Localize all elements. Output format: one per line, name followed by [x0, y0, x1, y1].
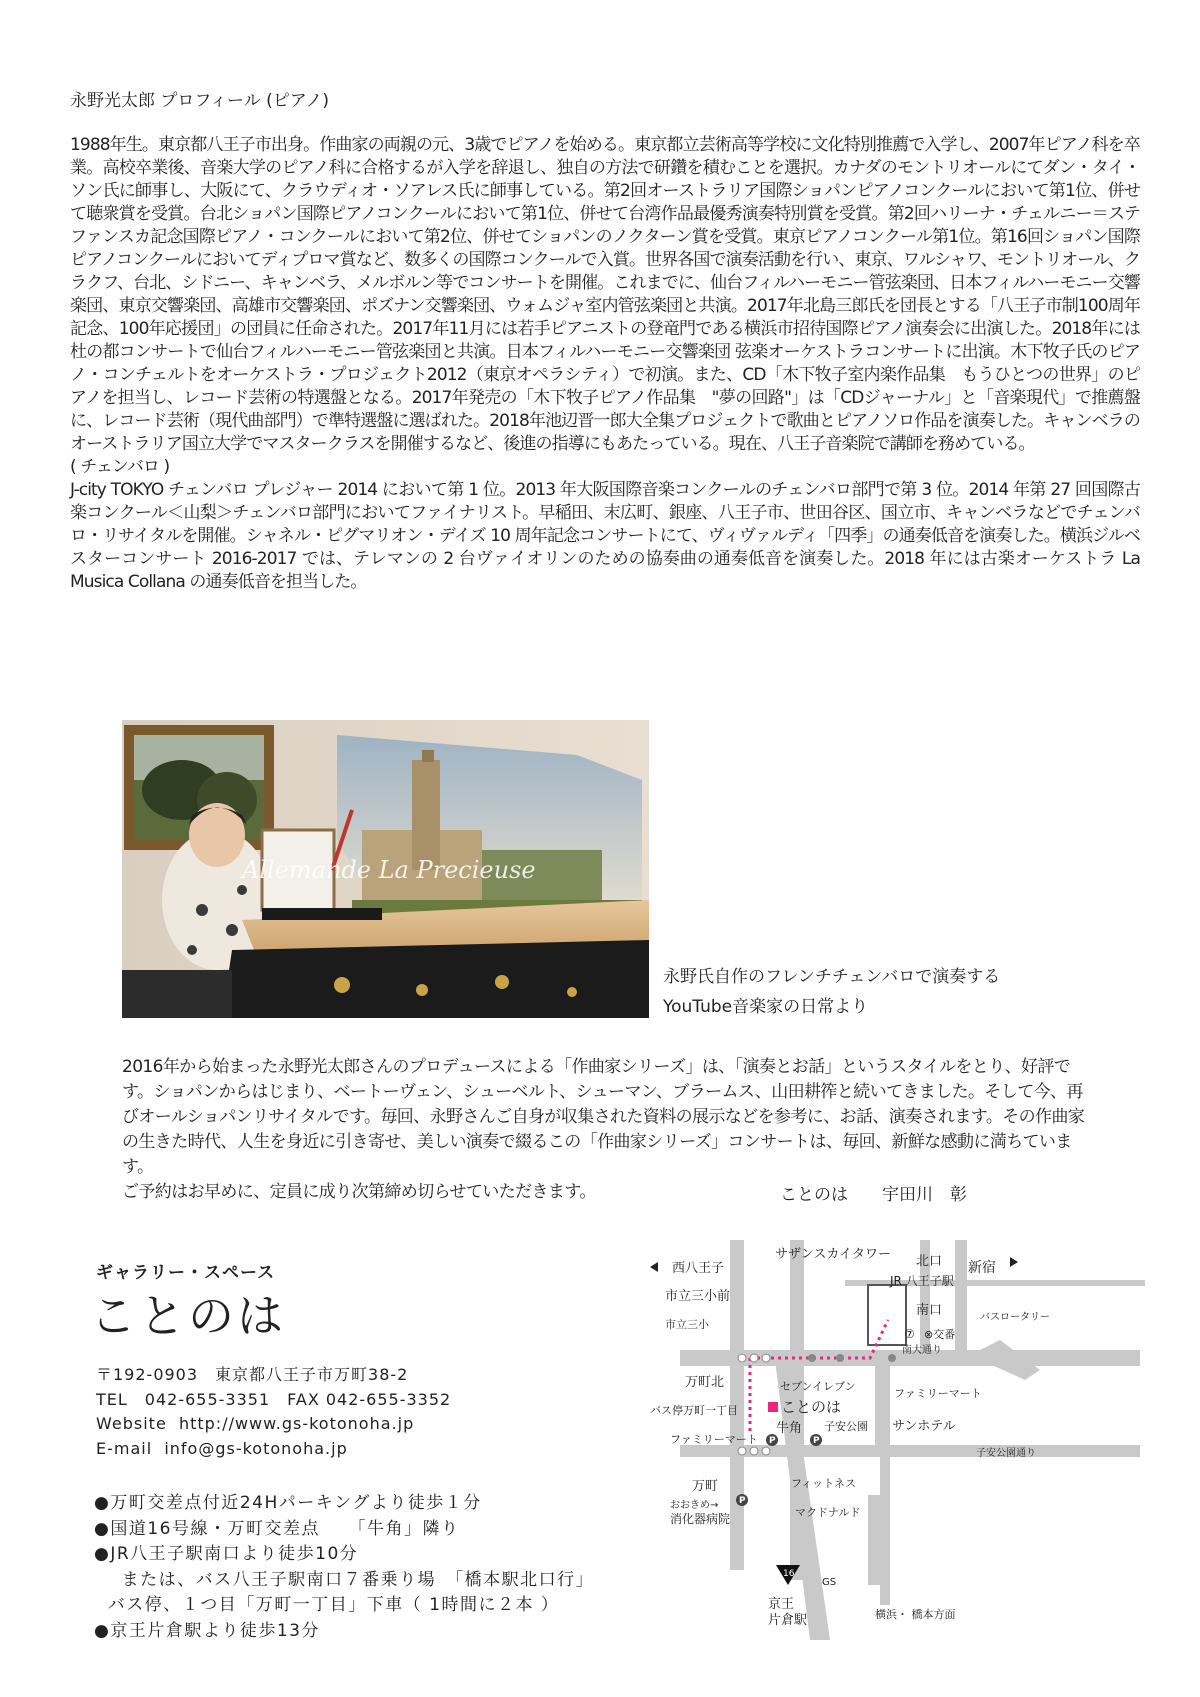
map-mancho: 万町 [692, 1479, 719, 1494]
map-west-label: 西八王子 [672, 1261, 725, 1276]
profile-title: 永野光太郎 プロフィール (ピアノ) [70, 91, 330, 111]
photo-caption [663, 962, 1000, 1022]
map-minami-odori: 南大通り [902, 1345, 942, 1356]
access-item: バス停、１つ目「万町一丁目」下車（ 1時間に２本 ） [94, 1595, 560, 1615]
map-mcdonalds: マクドナルド [795, 1506, 861, 1519]
map-koyasu-street: 子安公園通り [976, 1448, 1036, 1459]
contact-info [96, 1363, 451, 1461]
photo-overlay-text: Allemande La Precieuse [242, 856, 536, 884]
map-familymart-1: ファミリーマート [894, 1387, 982, 1400]
map-manchokita: 万町北 [685, 1375, 725, 1390]
access-item: ●JR八王子駅南口より徒歩10分 [94, 1544, 359, 1564]
caption-line-2: YouTube音楽家の日常より [663, 997, 869, 1017]
map-gyukaku: 牛角 [776, 1421, 803, 1436]
map-bus-rotary: バスロータリー [980, 1312, 1050, 1323]
map-route-16: 16 [783, 1569, 795, 1579]
parking-label: P [813, 1436, 820, 1446]
map-keio-1: 京王 [768, 1597, 795, 1612]
map-sanko-mae: 市立三小前 [665, 1289, 731, 1304]
map-koban: ⊗交番 [924, 1328, 956, 1341]
map-kotonoha: ことのは [781, 1398, 842, 1416]
parking-label: P [769, 1436, 776, 1446]
map-okiome: おおきめ→ [670, 1500, 719, 1511]
access-map [650, 1240, 1140, 1640]
map-shinjuku: 新宿 [968, 1260, 996, 1276]
map-sanko: 市立三小 [665, 1318, 709, 1331]
note-reservation: ご予約はお早めに、定員に成り次第締め切らせていただきます。 [122, 1182, 596, 1202]
gallery-subtitle: ギャラリー・スペース [96, 1263, 276, 1283]
access-item: または、バス八王子駅南口７番乗り場 「橋本駅北口行」 [94, 1569, 595, 1590]
map-fitness: フィットネス [791, 1477, 857, 1490]
performance-photo [122, 720, 649, 1018]
access-item: ●国道16号線・万町交差点 「牛角」隣り [94, 1518, 460, 1539]
map-seven-icon: ⑦ [904, 1327, 915, 1341]
map-gs: GS [822, 1577, 837, 1588]
map-seven-eleven: セブンイレブン [780, 1380, 856, 1393]
contact-email[interactable]: E-mail info@gs-kotonoha.jp [96, 1438, 348, 1458]
map-keio-2: 片倉駅 [768, 1613, 808, 1628]
cembalo-heading: ( チェンバロ ) [70, 457, 170, 477]
west-arrow-icon [650, 1262, 658, 1272]
map-station: JR 八王子駅 [890, 1274, 954, 1288]
caption-line-1: 永野氏自作のフレンチチェンバロで演奏する [663, 967, 1001, 987]
harpsichord-photo-image [122, 720, 649, 1018]
profile-body [70, 134, 1140, 594]
map-familymart-2: ファミリーマート [670, 1433, 758, 1446]
piano-biography: 1988年生。東京都八王子市出身。作曲家の両親の元、3歳でピアノを始める。東京都立芸術高等学校に文化特別推薦で入学し、2007年ピアノ科を卒業。高校卒業後、音楽大学のピアノ科に合格するが入学を辞退し、独自の方法で研鑽を積むことを選択。カナダのモントリオールにてダン・タイ・ソン氏に師事し、大阪にて、クラウディオ・ソアレス氏に師事している。第2回オーストラリア国際ショパンピアノコンクールにおいて第1位、併せて聴衆賞を受賞。台北ショパン国際ピアノコンクールにおいて第1位、併せて台湾作品最優秀演奏特別賞を受賞。第2回ハリーナ・チェルニー＝ステファンスカ記念国際ピアノ・コンクールにおいて第2位、併せてショパンのノクターン賞を受賞。東京ピアノコンクール第1位。第16回ショパン国際ピアノコンクールにおいてディプロマ賞など、数多くの国際コンクールで入賞。世界各国で演奏活動を行い、東京、ワルシャワ、モントリオール、クラクフ、台北、シドニー、キャンベラ、メルボルン等でコンサートを開催。これまでに、仙台フィルハーモニー管弦楽団、日本フィルハーモニー交響楽団、東京交響楽団、高雄市交響楽団、ポズナン交響楽団、ウォムジャ室内管弦楽団と共演。2017年北島三郎氏を団長とする「八王子市制100周年記念、100年応援団」の団員に任命された。2017年11月には若手ピアニストの登竜門である横浜市招待国際ピアノ演奏会に出演した。2018年には杜の都コンサートで仙台フィルハーモニー管弦楽団と共演。日本フィルハーモニー交響楽団 弦楽オーケストラコンサートに出演。木下牧子氏のピアノ・コンチェルトをオーケストラ・プロジェクト2012（東京オペラシティ）で初演。また、CD「木下牧子室内楽作品集 もうひとつの世界」のピアノを担当し、レコード芸術の特選盤となる。2017年発売の「木下牧子ピアノ作品集 "夢の回路"」は「CDジャーナル」と「音楽現代」で推薦盤に、レコード芸術（現代曲部門）で準特選盤に選ばれた。2018年池辺晋一郎大全集プロジェクトで歌曲とピアノソロ作品を演奏した。キャンベラのオーストラリア国立大学でマスタークラスを開催するなど、後進の指導にもあたっている。現在、八王子音楽院で講師を務めている。 [70, 135, 1140, 454]
note-signature: ことのは 宇田川 彰 [780, 1185, 967, 1205]
map-svg [650, 1240, 1140, 1640]
map-sun-hotel: サンホテル [892, 1419, 956, 1434]
contact-website[interactable]: Website http://www.gs-kotonoha.jp [96, 1414, 415, 1433]
map-hospital: 消化器病院 [670, 1512, 731, 1526]
note-paragraph: 2016年から始まった永野光太郎さんのプロデュースによる「作曲家シリーズ」は、「演奏とお話」というスタイルをとり、好評です。ショパンからはじまり、ベートーヴェン、シューベルト、シューマン、ブラームス、山田耕筰と続いてきました。そして今、再びオールショパンリサイタルです。毎回、永野さんご自身が収集された資料の展示などを参考に、お話、演奏されます。その作曲家の生きた時代、人生を身近に引き寄せ、美しい演奏で綴るこの「作曲家シリーズ」コンサートは、毎回、新鮮な感動に満ちています。 [122, 1057, 1085, 1177]
map-koyasu-park: 子安公園 [824, 1420, 868, 1433]
gallery-name: ことのは [90, 1289, 286, 1343]
map-south-gate: 南口 [916, 1303, 943, 1318]
contact-address: 〒192-0903 東京都八王子市万町38-2 [96, 1365, 409, 1384]
parking-label: P [739, 1496, 746, 1506]
access-item: ●万町交差点付近24Hパーキングより徒歩１分 [94, 1493, 482, 1513]
map-yokohama: 横浜・ 橋本方面 [875, 1608, 956, 1621]
east-arrow-icon [1010, 1257, 1018, 1267]
map-north-gate: 北口 [916, 1254, 943, 1269]
map-southern-sky: サザンスカイタワー [775, 1247, 891, 1262]
access-item: ●京王片倉駅より徒歩13分 [94, 1620, 320, 1641]
contact-phone: TEL 042-655-3351 FAX 042-655-3352 [96, 1389, 452, 1409]
kotonoha-marker-icon [768, 1402, 778, 1412]
access-list [94, 1491, 594, 1644]
map-bus-stop: バス停万町一丁目 [650, 1404, 738, 1417]
cembalo-biography: J-city TOKYO チェンバロ プレジャー 2014 において第 1 位。2013 年大阪国際音楽コンクールのチェンバロ部門で第 3 位。2014 年第 27 回国際古楽コンクール＜山梨＞チェンバロ部門においてファイナリスト。早稲田、末広町、銀座、八王子市、世田谷区、国立市、キャンベラなどでチェンバロ・リサイタルを開催。シャネル・ピグマリオン・デイズ 10 周年記念コンサートにて、ヴィヴァルディ「四季」の通奏低音を演奏した。横浜ジルベスターコンサート 2016-2017 では、テレマンの 2 台ヴァイオリンのための協奏曲の通奏低音を演奏した。2018 年には古楽オーケストラ La Musica Collana の通奏低音を担当した。 [70, 480, 1140, 592]
